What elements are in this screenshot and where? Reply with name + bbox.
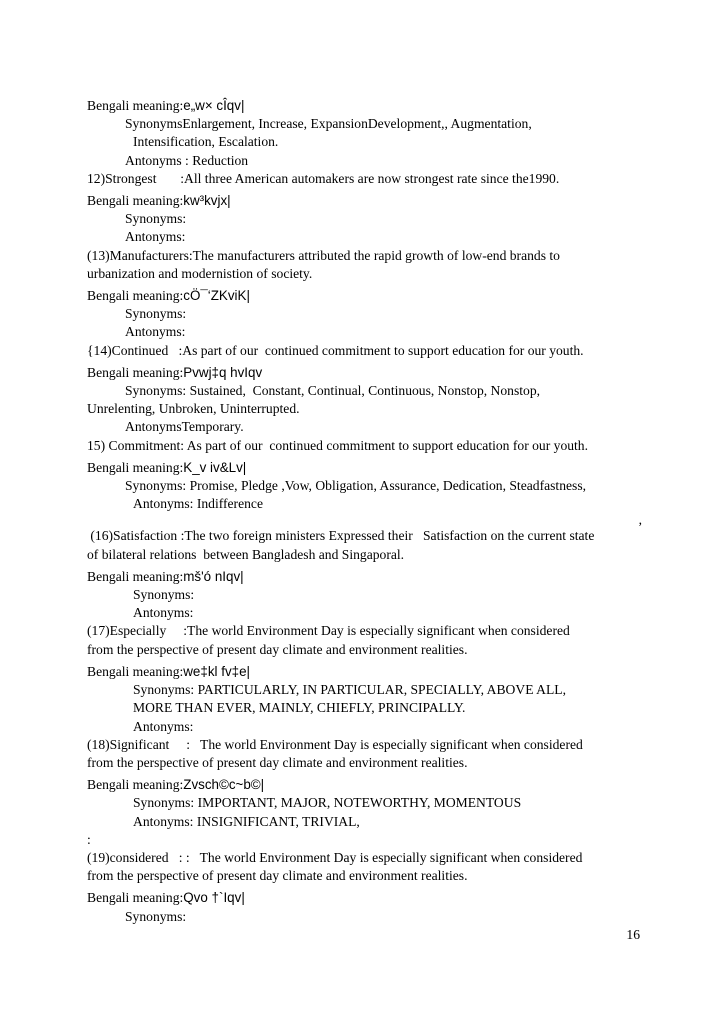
entry-sentence-line: (17)Especially :The world Environment Day is especially significant when considered xyxy=(87,623,570,639)
entry-sentence-line-continued: of bilateral relations between Bangladesh and Singaporal. xyxy=(87,546,405,562)
bengali-meaning-label: Bengali meaning: xyxy=(87,288,184,304)
entry-sentence-line: (16)Satisfaction :The two foreign ministers Expressed their Satisfaction on the current state xyxy=(87,528,595,544)
bengali-meaning-value: kw³kvjx| xyxy=(183,193,231,209)
bengali-meaning-label: Bengali meaning: xyxy=(87,663,184,679)
bengali-meaning-line xyxy=(87,459,642,477)
entry-sentence-line-continued: from the perspective of present day climate and environment realities. xyxy=(87,754,468,770)
page-number: 16 xyxy=(626,927,640,942)
bengali-meaning-line xyxy=(87,776,642,794)
page-content xyxy=(87,97,642,926)
bengali-meaning-line xyxy=(87,97,642,115)
synonyms-line: Synonyms: Promise, Pledge ,Vow, Obligation, Assurance, Dedication, Steadfastness, xyxy=(125,478,587,494)
antonyms-line: Antonyms: xyxy=(125,324,186,340)
synonyms-line: Synonyms: xyxy=(125,211,187,227)
antonyms-line: Antonyms: Indifference xyxy=(133,496,263,512)
stray-colon: : xyxy=(87,831,91,847)
synonyms-line: Synonyms: xyxy=(125,908,187,924)
bengali-meaning-value: Pvwj‡q hvIqv xyxy=(183,364,263,380)
bengali-meaning-line xyxy=(87,192,642,210)
bengali-meaning-line xyxy=(87,287,642,305)
entry-sentence-line: (13)Manufacturers:The manufacturers attributed the rapid growth of low-end brands to xyxy=(87,247,560,263)
bengali-meaning-line xyxy=(87,889,642,907)
synonyms-line: Synonyms: IMPORTANT, MAJOR, NOTEWORTHY, MOMENTOUS xyxy=(133,795,522,811)
antonyms-line: Antonyms: INSIGNIFICANT, TRIVIAL, xyxy=(133,813,360,829)
synonyms-line: Synonyms: PARTICULARLY, IN PARTICULAR, SPECIALLY, ABOVE ALL, xyxy=(133,682,566,698)
bengali-meaning-label: Bengali meaning: xyxy=(87,777,184,793)
synonyms-line: Synonyms: xyxy=(125,306,187,322)
bengali-meaning-line xyxy=(87,364,642,382)
bengali-meaning-value: K_v iv&Lv| xyxy=(183,459,247,475)
bengali-meaning-label: Bengali meaning: xyxy=(87,890,184,906)
bengali-meaning-label: Bengali meaning: xyxy=(87,193,184,209)
synonyms-line-continued: MORE THAN EVER, MAINLY, CHIEFLY, PRINCIPALLY. xyxy=(133,700,466,716)
bengali-meaning-value: we‡kl fv‡e| xyxy=(183,663,251,679)
entry-sentence-line: 15) Commitment: As part of our continued commitment to support education for our youth. xyxy=(87,437,589,453)
synonyms-line: Synonyms: xyxy=(133,587,195,603)
bengali-meaning-value: e„w× cÎqv| xyxy=(183,98,245,113)
synonyms-line: SynonymsEnlargement, Increase, ExpansionDevelopment,, Augmentation, xyxy=(125,116,532,132)
bengali-meaning-label: Bengali meaning: xyxy=(87,568,184,584)
entry-sentence-line-continued: urbanization and modernistion of society. xyxy=(87,265,313,281)
synonyms-line-continued: Intensification, Escalation. xyxy=(133,134,279,150)
bengali-meaning-label: Bengali meaning: xyxy=(87,459,184,475)
entry-sentence-line: (18)Significant : The world Environment Day is especially significant when considered xyxy=(87,736,583,752)
bengali-meaning-label: Bengali meaning: xyxy=(87,98,184,113)
bengali-meaning-label: Bengali meaning: xyxy=(87,364,184,380)
antonyms-line: Antonyms: xyxy=(125,229,186,245)
antonyms-line: Antonyms : Reduction xyxy=(125,152,249,168)
synonyms-line-continued: Unrelenting, Unbroken, Uninterrupted. xyxy=(87,401,300,417)
bengali-meaning-value: Zvsch©c~b©| xyxy=(183,777,265,793)
antonyms-line: AntonymsTemporary. xyxy=(125,419,244,435)
bengali-meaning-value: cÖ¯‘ZKviK| xyxy=(183,288,250,304)
bengali-meaning-value: mš'ó nIqv| xyxy=(183,568,244,584)
antonyms-line: Antonyms: xyxy=(133,718,194,734)
entry-sentence-line: {14)Continued :As part of our continued commitment to support education for our youth. xyxy=(87,342,584,358)
entry-sentence-line: (19)considered : : The world Environment Day is especially significant when considered xyxy=(87,849,583,865)
bengali-meaning-value: Qvo †`Iqv| xyxy=(183,890,245,906)
antonyms-line: Antonyms: xyxy=(133,605,194,621)
entry-sentence-line-continued: from the perspective of present day climate and environment realities. xyxy=(87,641,468,657)
synonyms-line: Synonyms: Sustained, Constant, Continual, Continuous, Nonstop, Nonstop, xyxy=(125,383,541,399)
bengali-meaning-line xyxy=(87,568,642,586)
entry-sentence-line: 12)Strongest :All three American automakers are now strongest rate since the1990. xyxy=(87,170,560,186)
stray-comma: , xyxy=(638,512,642,528)
bengali-meaning-line xyxy=(87,663,642,681)
entry-sentence-line-continued: from the perspective of present day climate and environment realities. xyxy=(87,868,468,884)
